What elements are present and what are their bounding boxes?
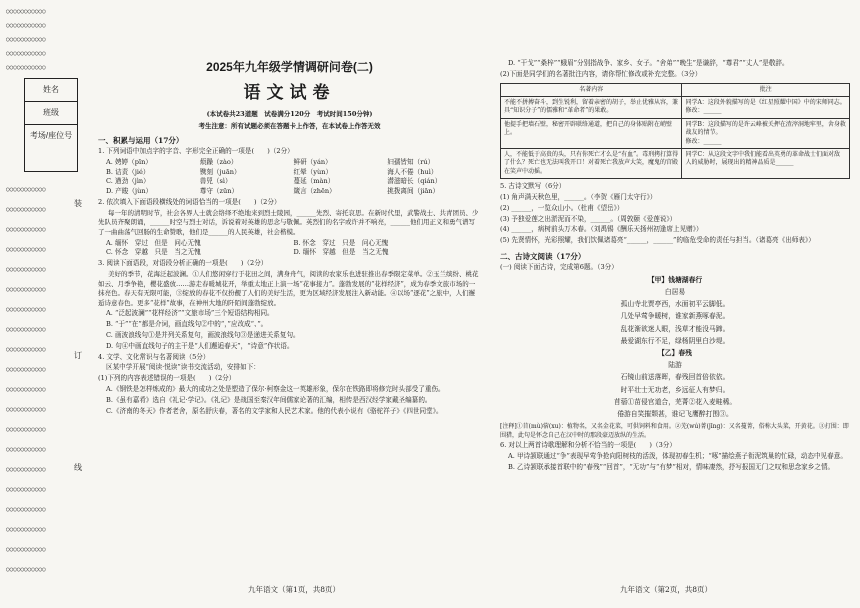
question-5: 5. 古诗文默写（6分） bbox=[500, 182, 566, 191]
exam-meta: (本试卷共23道题 试卷满分120分 考试时间150分钟) bbox=[206, 110, 373, 118]
poem-line: 几处早莺争暖树，谁家新燕啄春泥。 bbox=[620, 312, 730, 321]
page-footer: 九年语文（第1页，共8页） bbox=[248, 585, 341, 594]
option[interactable]: B. 诘责（jié） bbox=[106, 167, 150, 176]
subsection-heading: (一) 阅读下面古诗，完成第6题。（3分） bbox=[500, 263, 618, 272]
recitation-line[interactable]: (5) 先贤情怀，光彩照耀，我们饮佩诸葛亮“______，______”的临危受命的责任与担当。（诸葛亮《出师表》） bbox=[500, 236, 815, 245]
binding-dots: ○○○○○○○○○○○ bbox=[6, 486, 46, 493]
answer-blank[interactable]: 修改：______ bbox=[685, 107, 722, 115]
binding-char: 线 bbox=[74, 463, 82, 472]
name-field[interactable]: 姓名 bbox=[25, 79, 77, 102]
option[interactable]: A. “泛起波澜”“花样经济”“文旅市场”三个短语结构相同。 bbox=[106, 309, 274, 318]
option: 烦躁（zào） bbox=[199, 157, 238, 166]
binding-dots: ○○○○○○○○○○○ bbox=[6, 526, 46, 533]
binding-dots: ○○○○○○○○○○○ bbox=[6, 566, 46, 573]
poem-block bbox=[500, 274, 850, 420]
binding-dots: ○○○○○○○○○○○ bbox=[6, 206, 46, 213]
annotation-text: 同学C：从这段文字中我们能看出英勇的革命战士们面对敌人的威胁时，展现出的精神品质是______ bbox=[685, 151, 841, 167]
binding-dots: ○○○○○○○○○○○ bbox=[6, 50, 46, 57]
table-cell[interactable] bbox=[682, 97, 850, 119]
class-field[interactable]: 班级 bbox=[25, 102, 77, 125]
option: 海人不倦（huì） bbox=[387, 167, 438, 176]
option[interactable]: B. “于”“在”都是介词，画直线句②中的“，”应改成“、”。 bbox=[106, 320, 268, 329]
binding-dots: ○○○○○○○○○○○ bbox=[6, 36, 46, 43]
seat-field[interactable]: 考场/座位号 bbox=[29, 131, 73, 140]
option[interactable]: D. 缅怀 穿越 但是 当之无愧 bbox=[293, 248, 389, 257]
binding-dots: ○○○○○○○○○○○ bbox=[6, 326, 46, 333]
table-cell: 他提手把墙石壁，秘密开辟联络通道，把自己的身体贴附在峭壁上。 bbox=[501, 118, 682, 148]
option: 妇孺皆知（rú） bbox=[387, 157, 435, 166]
recitation-line[interactable]: (4) ______，病树前头万木春。（刘禹锡《酬乐天扬州初逢席上见赠》） bbox=[500, 225, 703, 234]
recitation-line[interactable]: (2) ______，一览众山小。（杜甫《望岳》） bbox=[500, 203, 624, 212]
binding-dots: ○○○○○○○○○○○ bbox=[6, 466, 46, 473]
recitation-line[interactable]: (1) 角声满天秋色里，______。（李贺《雁门太守行》） bbox=[500, 193, 657, 202]
binding-dots: ○○○○○○○○○○○ bbox=[6, 306, 46, 313]
section-heading: 一、积累与运用（17分） bbox=[98, 136, 184, 145]
binding-dots: ○○○○○○○○○○○ bbox=[6, 286, 46, 293]
binding-dots: ○○○○○○○○○○○ bbox=[6, 266, 46, 273]
binding-dots: ○○○○○○○○○○○ bbox=[6, 546, 46, 553]
binding-dots: ○○○○○○○○○○○ bbox=[6, 346, 46, 353]
page-footer: 九年语文（第2页，共8页） bbox=[620, 585, 713, 594]
question-1: 1. 下列词语中加点字的字音、字形完全正确的一项是( )（2分） bbox=[98, 147, 294, 155]
binding-dots: ○○○○○○○○○○○ bbox=[6, 506, 46, 513]
binding-dots: ○○○○○○○○○○○ bbox=[6, 186, 46, 193]
option: 蔓延（màn） bbox=[293, 177, 335, 186]
poem-line: 最爱湖东行不足，绿杨阴里白沙堤。 bbox=[620, 336, 730, 345]
poem-title: 【甲】钱塘湖春行 bbox=[647, 275, 703, 284]
question-2-passage: 每一年的清明时节，社会各界人士就会络绎不绝地来到烈士陵园，______先烈、寄托哀思。在新时代里，武警战士、共青团员、少先队员齐聚朗诵，______时空与烈士对话，诉说着对英雄的思念与敬佩。英烈们的名字或许并不响亮，______他们用正义和勇气谱写了一曲曲荡气回肠的生命赞歌，他们是______的人民英雄，社会楷模。 bbox=[98, 208, 479, 236]
poem-line: 孤山寺北贾亭西，水面初平云脚低。 bbox=[620, 300, 730, 309]
option: 挑拨离间（jiān） bbox=[387, 187, 440, 196]
binding-dots: ○○○○○○○○○○○ bbox=[6, 406, 46, 413]
option[interactable]: B. 乙诗颔联承接首联中的“春残”“回首”，“无功”与“有梦”相对，情味凄然，抒写报国无门之叹和思念家乡之情。 bbox=[508, 463, 835, 472]
question-4-2: (2)下面是同学们的名著批注内容，请你帮忙修改或补充完整。（3分） bbox=[500, 69, 702, 78]
option: 兽兕（sì） bbox=[199, 177, 232, 186]
binding-dots: ○○○○○○○○○○○ bbox=[6, 246, 46, 253]
poem-line: 苜蓿①苗侵官道合，芜菁②花入麦畦稀。 bbox=[613, 397, 737, 406]
annotation-text: 同学B：这段描写的是许云峰被关押在渣滓洞地牢里，舍身救战友的情节。 bbox=[685, 120, 846, 137]
poem-author: 白居易 bbox=[664, 288, 686, 297]
table-cell[interactable] bbox=[682, 118, 850, 148]
option: 潜滋暗长（qián） bbox=[387, 177, 442, 186]
binding-dots: ○○○○○○○○○○○ bbox=[6, 226, 46, 233]
annotation-table bbox=[500, 83, 850, 180]
poem-line: 乱花渐欲迷人眼，浅草才能没马蹄。 bbox=[620, 324, 730, 333]
table-row bbox=[501, 97, 850, 119]
section-heading: 二、古诗文阅读（17分） bbox=[500, 252, 586, 262]
option: 红晕（yùn） bbox=[293, 167, 333, 176]
poem-line: 倦游自笑摧颓甚，谁记飞鹰醉打围③。 bbox=[617, 410, 733, 419]
option[interactable]: B.《虽有嘉肴》选自《礼记·学记》。《礼记》是战国至秦汉年间儒家论著的汇编，相传是西汉经学家戴圣编纂的。 bbox=[106, 395, 432, 404]
binding-dots: ○○○○○○○○○○○ bbox=[6, 386, 46, 393]
option[interactable]: D. 产睃（jùn） bbox=[106, 187, 153, 196]
option[interactable]: C. 画波浪线句①是并列关系复句，画波浪线句③是递进关系复句。 bbox=[106, 330, 300, 339]
poem-line: 时平壮士无功老，乡远征人有梦归。 bbox=[620, 385, 730, 394]
binding-dots: ○○○○○○○○○○○ bbox=[6, 8, 46, 15]
option[interactable]: C. 遒劲（jìn） bbox=[106, 177, 150, 186]
exam-subject: 语文试卷 bbox=[243, 83, 336, 102]
option[interactable]: D. “干戈”“桑梓”“蛾眉”分别指战争、家乡、女子。“舍弟”“晚生”是谦辞，“尊君”“丈人”是敬辞。 bbox=[508, 59, 789, 67]
binding-char: 装 bbox=[74, 199, 82, 208]
option[interactable]: B. 怀念 穿过 只是 问心无愧 bbox=[293, 238, 389, 247]
option[interactable]: A. 甲诗颔联通过“争”表现早莺争抢向阳树枝的活泼，体现初春生机；“啄”描绘燕子衔泥筑巢的忙碌，动态中见春意。 bbox=[508, 452, 847, 461]
binding-dots: ○○○○○○○○○○○ bbox=[6, 22, 46, 29]
annotation-text: 同学A：这段外貌描写的是《红星照耀中国》中的宋师同志。 bbox=[685, 99, 846, 106]
option[interactable]: A.《钢铁是怎样炼成的》最大的成功之处是塑造了保尔·柯察金这一英雄形象，保尔在铁路即将修完时头部受了重伤。 bbox=[106, 384, 445, 393]
option: 镌刻（juān） bbox=[199, 167, 241, 176]
question-3-passage: 美好的季节，花海泛起波澜。①人们悠闲穿行于花田之间，满身舟气，阅读的农家乐也进驻推出春季限定菜单。②玉兰缤纷、桃花如云、月季争艳，樱花盛放……游走春暖城花开，举重太地正上演一场“花事接力”。蓬勃发展的“花样经济”，成为春季文旅市场的一抹亮色。春天有无限可能，③绽放的春花不仅扮靓了人们的美好生活，更为区域经济发展注入新动能。④以场“逐花”之旅中，人们邂逅诗意春色。更多“花样”故事，在神州大地的阡陌间蓬勃绽放。 bbox=[98, 269, 479, 307]
option: 鲜研（yán） bbox=[293, 157, 332, 166]
binding-dots: ○○○○○○○○○○○ bbox=[6, 446, 46, 453]
binding-char: 订 bbox=[74, 351, 82, 360]
student-info-box bbox=[24, 78, 78, 172]
binding-dots: ○○○○○○○○○○○ bbox=[6, 366, 46, 373]
exam-notice: 考生注意：所有试题必须在答题卡上作答，在本试卷上作答无效 bbox=[198, 122, 381, 130]
exam-title: 2025年九年级学情调研问卷(二) bbox=[206, 60, 373, 74]
poem-notes: [注释]①苜(mù)蓿(xu)：植物名，又名金花菜，可供饲料和食用。②芜(wú)菁(jīng)：又名蔓菁，俗称大头菜，开黄花。③打围：即围猎，此句是怀念自己在汉中时的那段豪迈放纵的生活。 bbox=[500, 423, 849, 439]
question-4-1: (1)下列的内容表述错误的一项是( )（2分） bbox=[98, 374, 236, 383]
option[interactable]: A. 缅怀 穿过 但是 问心无愧 bbox=[106, 238, 201, 247]
table-cell[interactable] bbox=[682, 149, 850, 179]
question-2: 2. 依次填入下面语段横线处的词语恰当的一项是( )（2分） bbox=[98, 197, 281, 206]
table-row bbox=[501, 149, 850, 179]
table-cell: 不能不拼搏奋斗，到生锐利，留着亲密的胡子，举止优雅从容，兼具“知识分子”的儒雅和“革命者”的果敢。 bbox=[501, 97, 682, 119]
recitation-line[interactable]: (3) 予独爱莲之出淤泥而不染，______。（周敦颐《爱莲说》） bbox=[500, 214, 677, 223]
binding-dots: ○○○○○○○○○○○ bbox=[6, 64, 46, 71]
option[interactable]: A. 娉婷（pīn） bbox=[106, 157, 152, 166]
question-2-options bbox=[98, 239, 481, 259]
question-1-options bbox=[98, 158, 481, 197]
option[interactable]: D. 句④中画直线句子的主干是“人们邂逅春天”，“诗意”作状语。 bbox=[106, 341, 294, 350]
question-3: 3. 阅读下面语段，对语段分析正确的一项是( )（2分） bbox=[98, 259, 268, 268]
table-cell: 人，不能低于高贵的头，只有你死亡才么是“有血”。毒刑拷打算得了什么？死亡也无法叫我开口！对着死亡我放声大笑，魔鬼的宫殿在笑声中动摇。 bbox=[501, 149, 682, 179]
table-header: 批注 bbox=[682, 83, 850, 96]
question-6: 6. 对以上两首诗歌理解和分析不恰当的一项是( )（3分） bbox=[500, 441, 676, 450]
poem-title: 【乙】春残 bbox=[658, 349, 692, 358]
option: 尊守（zūn） bbox=[199, 187, 239, 196]
poem-line: 石镜山前送落晖，春残回首倍依依。 bbox=[620, 373, 730, 382]
question-4-intro: 区某中学开展“阅读·悦读”读书交流活动，安排如下： bbox=[106, 363, 260, 372]
option: 箴言（zhēn） bbox=[293, 187, 336, 196]
option[interactable]: C.《济南的冬天》作者老舍，原名舒庆春，著名的文学家和人民艺术家。他的代表小说有《骆驼祥子》《四世同堂》。 bbox=[106, 406, 443, 415]
page-1-column bbox=[98, 58, 481, 417]
binding-dots: ○○○○○○○○○○○ bbox=[6, 426, 46, 433]
option[interactable]: C. 怀念 穿越 只是 当之无愧 bbox=[106, 248, 201, 257]
page-2-column bbox=[500, 58, 850, 474]
poem-author: 陆游 bbox=[668, 361, 682, 370]
question-4: 4. 文学、文化常识与名著阅读（5分） bbox=[98, 352, 210, 361]
binding-margin bbox=[0, 0, 80, 608]
answer-blank[interactable]: 修改：______ bbox=[685, 137, 722, 145]
table-header: 名著内容 bbox=[501, 83, 682, 96]
table-row bbox=[501, 118, 850, 148]
